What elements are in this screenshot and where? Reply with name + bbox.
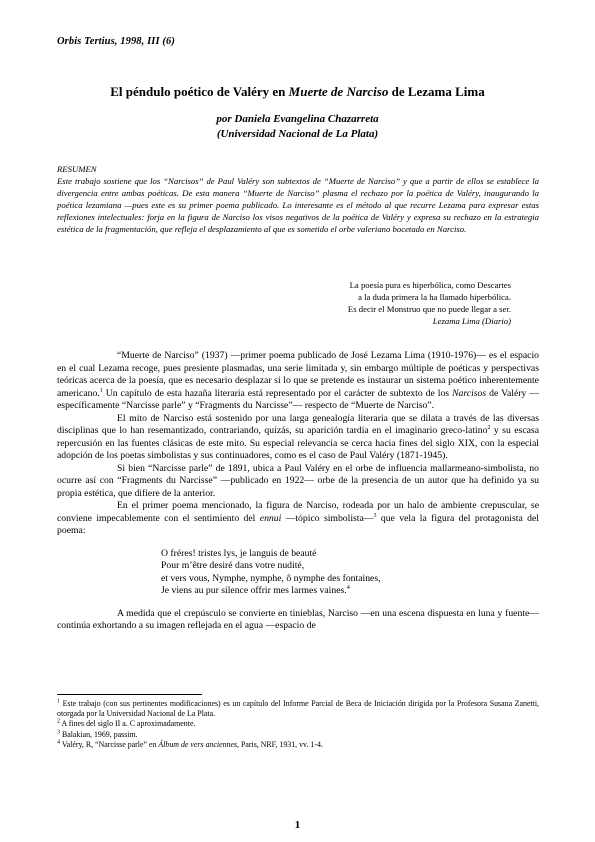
- footnote: [57, 730, 539, 740]
- footnote-number: 1: [57, 698, 60, 705]
- text-run: Je viens au pur silence offrir mes larmes vaines.: [161, 585, 347, 596]
- footnote-text: Valéry, R, “Narcisse parle” en: [60, 739, 159, 749]
- text-run: que vela la figura del protagonista del poema:: [57, 512, 539, 536]
- text-run: Un capítulo de esta hazaña literaria está representado por el carácter de subtexto de los: [102, 387, 453, 399]
- footnote-number: 4: [57, 739, 60, 746]
- text-run: de Valéry —específicamente “Narcisse parle” y “Fragments du Narcisse”— respecto de “Muerte de Narciso”.: [57, 387, 540, 411]
- epigraph-line: La poesía pura es hiperbólica, como Descartes: [349, 280, 511, 290]
- footnote-text: A fines del siglo II a. C aproximadamente.: [60, 719, 196, 729]
- paragraph: [57, 350, 539, 413]
- abstract-heading: RESUMEN: [57, 164, 97, 174]
- text-run: —tópico simbolista—: [281, 512, 374, 524]
- footnote-text: Este trabajo (con sus pertinentes modificaciones) es un capítulo del Informe Parcial de Beca de Iniciación dirigida por la Profesora Susana Zanetti, otorgada por la Universidad Nacional de La Plata.: [57, 699, 539, 719]
- footnote-text: Balakian, 1969, passim.: [60, 729, 138, 739]
- paragraph: A medida que el crepúsculo se convierte en tinieblas, Narciso —en una escena dispuesta en luna y fuente— continúa exhortando a su imagen reflejada en el agua —espacio de: [57, 607, 539, 631]
- author-name: por Daniela Evangelina Chazarreta: [216, 113, 379, 125]
- verse-line: Pour m’être desiré dans votre nudité,: [161, 560, 305, 571]
- article-title: [0, 84, 595, 100]
- text-run: El mito de Narciso está sostenido por una larga genealogía literaria que se dilata a través de las diversas disciplinas que lo han resemantizado, contrariando, quizás, su aparición tardía en el imaginario greco-latino: [57, 412, 539, 436]
- text-italic: ennui: [259, 512, 282, 524]
- footnote-divider: [57, 694, 202, 695]
- footnote: [57, 719, 539, 729]
- abstract-text: Este trabajo sostiene que los “Narcisos” de Paul Valéry son subtextos de “Muerte de Narciso” y que a partir de ellos se establece la divergencia entre ambas poéticas. De esta manera “Muerte de Narciso” plasma el rechazo por la poética de Valéry, inaugurando la poética lezamiana —pues este es su primer poema publicado. Lo interesante es el método al que recurre Lezama para expresar estas reflexiones intelectuales: forja en la figura de Narciso los visos negativos de la poética de Valéry y expresa su rechazo en la estrategia estética de la fragmentación, que refleja el desplazamiento al que es sometido el orbe valeriano bocetado en Narciso.: [57, 175, 539, 234]
- journal-header: Orbis Tertius, 1998, III (6): [57, 36, 175, 47]
- epigraph: [348, 280, 511, 328]
- footnote-ref: 2: [487, 424, 491, 431]
- body-text: [57, 350, 539, 633]
- title-part-2: de Lezama Lima: [388, 84, 485, 99]
- footnote: [57, 740, 539, 750]
- footnote-number: 2: [57, 718, 60, 725]
- footnotes: [57, 699, 539, 750]
- text-italic: Narcisos: [452, 387, 487, 399]
- footnote: [57, 699, 539, 719]
- author-block: [0, 112, 595, 142]
- verse-line: O fréres! tristes lys, je languis de beauté: [161, 547, 317, 559]
- page-number: 1: [294, 819, 301, 831]
- text-run: “Muerte de Narciso” (1937) —primer poema publicado de José Lezama Lima (1910-1976)— es el espacio en el cual Lezama recoge, pues presiente plasmadas, una serie limitada y, sin embargo múltiple de poéticas y perspectivas teóricas acerca de la poesía, que es necesario desplazar si lo que se pretende es instaurar un sistema poético inherentemente americano.: [57, 350, 539, 399]
- footnote-number: 3: [57, 728, 60, 735]
- epigraph-line: Es decir el Monstruo que no puede llegar a ser.: [347, 303, 511, 314]
- title-part-1: El péndulo poético de Valéry en: [110, 84, 289, 99]
- paragraph: Si bien “Narcisse parle” de 1891, ubica a Paul Valéry en el orbe de influencia mallarmeano-simbolista, no ocurre así con “Fragments du Narcisse” —publicado en 1922— orbe de la presencia de un autor que ha definido ya su propia estética, que difiere de la anterior.: [57, 462, 539, 499]
- verse-line: et vers vous, Nymphe, nymphe, ô nymphe des fontaines,: [161, 572, 381, 584]
- footnote-ref: 3: [373, 512, 377, 519]
- epigraph-line: a la duda primera la ha llamado hiperbólica.: [358, 291, 511, 302]
- epigraph-source: Lezama Lima (Diario): [432, 315, 511, 326]
- author-affiliation: (Universidad Nacional de La Plata): [216, 128, 379, 140]
- abstract: [57, 164, 539, 235]
- verse-line: [161, 585, 539, 598]
- text-run: En el primer poema mencionado, la figura de Narciso, rodeada por un halo de ambiente crepuscular, se conviene impecablemente con el sentimiento del: [57, 500, 539, 524]
- verse-quote: [161, 548, 539, 598]
- text-run: y su escasa repercusión en las fuentes clásicas de este mito. Su especial relevancia se cerca hacia fines del siglo XIX, con la especial adopción de los poetas simbolistas y sus continuadores, como es el caso de Paul Valéry (1871-1945).: [57, 425, 539, 461]
- footnote-ref: 1: [99, 387, 103, 394]
- text-italic: Álbum de vers anciennes,: [158, 739, 240, 749]
- paragraph: [57, 500, 539, 538]
- footnote-ref: 4: [346, 584, 350, 591]
- footnote-text: Paris, NRF, 1931, vv. 1-4.: [239, 739, 323, 749]
- title-italic: Muerte de Narciso: [288, 84, 389, 99]
- paragraph: [57, 413, 539, 463]
